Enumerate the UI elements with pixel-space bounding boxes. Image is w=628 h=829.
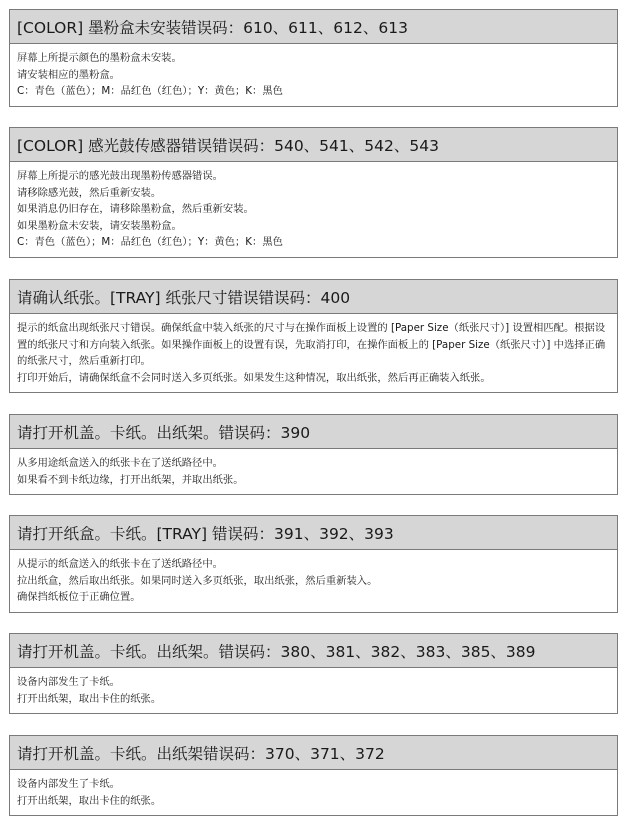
- section-body: [10, 770, 617, 815]
- section-body: [10, 668, 617, 713]
- body-line: 拉出纸盒，然后取出纸张。如果同时送入多页纸张，取出纸张，然后重新装入。: [17, 574, 378, 587]
- error-section-370: [9, 735, 618, 816]
- error-section-540: [9, 127, 618, 258]
- body-line: 如果看不到卡纸边缘，打开出纸架，并取出纸张。: [17, 473, 244, 486]
- section-body: [10, 550, 617, 612]
- section-body: [10, 449, 617, 494]
- body-line: 屏幕上所提示颜色的墨粉盒未安装。: [17, 52, 182, 64]
- body-line: C：青色（蓝色）；M：品红色（红色）；Y：黄色；K：黑色: [17, 236, 283, 249]
- section-title: 请确认纸张。[TRAY] 纸张尺寸错误错误码：400: [10, 280, 617, 314]
- section-title: 请打开纸盒。卡纸。[TRAY] 错误码：391、392、393: [10, 516, 617, 550]
- section-body: [10, 162, 617, 257]
- section-title: [COLOR] 感光鼓传感器错误错误码：540、541、542、543: [10, 128, 617, 162]
- section-body: [10, 44, 617, 106]
- body-line: 设备内部发生了卡纸。: [17, 778, 120, 790]
- body-line: 请移除感光鼓，然后重新安装。: [17, 186, 162, 199]
- body-line: 请安装相应的墨粉盒。: [17, 68, 120, 81]
- body-line: 如果墨粉盒未安装，请安装墨粉盒。: [17, 219, 182, 232]
- body-line: 打开出纸架，取出卡住的纸张。: [17, 794, 162, 807]
- body-line: 确保挡纸板位于正确位置。: [17, 591, 141, 604]
- body-line: 如果消息仍旧存在，请移除墨粉盒，然后重新安装。: [17, 203, 254, 216]
- error-section-400: [9, 279, 618, 393]
- body-line: 屏幕上所提示的感光鼓出现墨粉传感器错误。: [17, 170, 223, 182]
- error-section-610: [9, 9, 618, 107]
- body-line: C：青色（蓝色）；M：品红色（红色）；Y：黄色；K：黑色: [17, 85, 283, 98]
- body-line: 打印开始后，请确保纸盒不会同时送入多页纸张。如果发生这种情况，取出纸张，然后再正确装入纸张。: [17, 371, 491, 384]
- body-paragraph: 提示的纸盒出现纸张尺寸错误。确保纸盒中装入纸张的尺寸与在操作面板上设置的 [Paper Size（纸张尺寸）] 设置相匹配。根据设置的纸张尺寸和方向装入纸张。如果操作面板上的设置有误，先取消打印，在操作面板上的 [Paper Size（纸张尺寸）] 中选择正确的纸张尺寸，然后重新打印。: [17, 322, 606, 368]
- section-title: 请打开机盖。卡纸。出纸架。错误码：380、381、382、383、385、389: [10, 634, 617, 668]
- body-line: 从多用途纸盒送入的纸张卡在了送纸路径中。: [17, 457, 223, 469]
- section-title: [COLOR] 墨粉盒未安装错误码：610、611、612、613: [10, 10, 617, 44]
- body-line: 设备内部发生了卡纸。: [17, 676, 120, 688]
- error-section-380: [9, 633, 618, 714]
- section-title: 请打开机盖。卡纸。出纸架错误码：370、371、372: [10, 736, 617, 770]
- section-body: [10, 314, 617, 392]
- error-section-391: [9, 515, 618, 613]
- error-section-390: [9, 414, 618, 495]
- section-title: 请打开机盖。卡纸。出纸架。错误码：390: [10, 415, 617, 449]
- body-line: 从提示的纸盒送入的纸张卡在了送纸路径中。: [17, 558, 223, 570]
- body-line: 打开出纸架，取出卡住的纸张。: [17, 692, 162, 705]
